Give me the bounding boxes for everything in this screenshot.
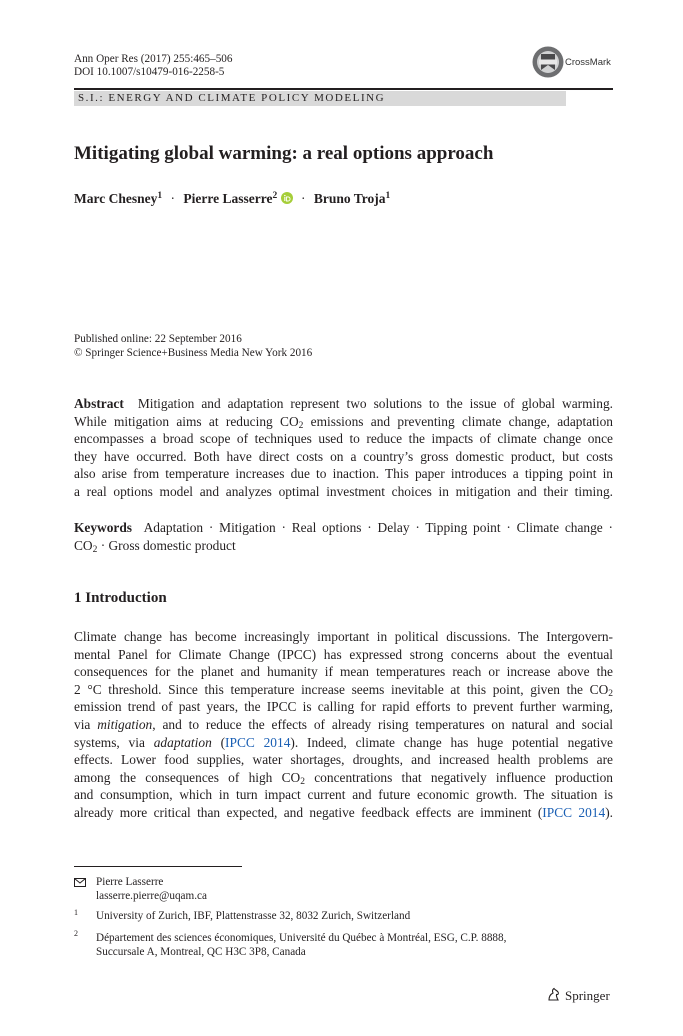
affiliation-2-line-2: Succursale A, Montreal, QC H3C 3P8, Canada [96, 946, 306, 958]
section-banner [74, 91, 566, 106]
body-text: 2 °C threshold. Since this temperature increase seems inevitable at this point, given the CO [74, 681, 609, 697]
citation-link[interactable]: IPCC 2014 [542, 804, 606, 820]
section-banner-text: S.I.: ENERGY AND CLIMATE POLICY MODELING [78, 92, 386, 104]
body-text: among the consequences of high CO [74, 769, 301, 785]
abstract-text: they have occurred. Both have direct costs on a country’s gross domestic product, but costs [74, 448, 613, 464]
introduction-body [74, 628, 613, 822]
subscript: 2 [300, 776, 305, 787]
publisher-logo [546, 987, 610, 1005]
affiliation-1: University of Zurich, IBF, Plattenstrasse 32, 8032 Zurich, Switzerland [96, 910, 411, 922]
author-separator: · [300, 191, 306, 206]
keywords-text: · Gross domestic product [97, 537, 236, 553]
doi-line: DOI 10.1007/s10479-016-2258-5 [74, 66, 225, 78]
abstract [74, 395, 613, 501]
abstract-text: emissions and preventing climate change, adaptation [303, 413, 613, 429]
contact-email[interactable]: lasserre.pierre@uqam.ca [96, 890, 207, 902]
body-text: , and to reduce the effects of already rising temperatures on natural and social [152, 716, 613, 732]
abstract-text: also arise from temperature increases due to inaction. This paper introduces a tipping point in [74, 466, 613, 482]
footnote-number: 2 [74, 929, 78, 938]
author-name[interactable]: Marc Chesney [74, 191, 158, 206]
header-rule [74, 88, 613, 90]
keywords-label: Keywords [74, 520, 133, 535]
subscript: 2 [608, 688, 613, 699]
orcid-icon[interactable] [281, 192, 293, 204]
keywords-text: CO [74, 537, 93, 553]
body-text: via [74, 716, 98, 732]
keywords [74, 519, 613, 554]
footnote-rule [74, 866, 242, 867]
abstract-text: a real options model and analyzes optimal investment choices in mitigation and their timing. [74, 483, 613, 499]
body-text: systems, via [74, 734, 154, 750]
body-text: ). Indeed, climate change has huge potential negative [290, 734, 614, 750]
abstract-label: Abstract [74, 396, 124, 411]
body-text: ). [605, 804, 613, 820]
affiliation-marker: 2 [272, 191, 278, 201]
emphasis: mitigation [97, 716, 153, 732]
author-name[interactable]: Bruno Troja [313, 191, 386, 206]
paper-title: Mitigating global warming: a real options approach [74, 143, 494, 164]
body-text: concentrations that negatively influence production [304, 769, 613, 785]
citation-link[interactable]: IPCC 2014 [225, 734, 291, 750]
journal-citation: Ann Oper Res (2017) 255:465–506 [74, 53, 233, 65]
body-text: already more critical than expected, and negative feedback effects are imminent ( [74, 804, 543, 820]
keywords-text: Adaptation · Mitigation · Real options · Delay · Tipping point · Climate change · [143, 520, 613, 535]
subscript: 2 [298, 420, 304, 431]
affiliation-2-line-1: Département des sciences économiques, Université du Québec à Montréal, ESG, C.P. 8888, [96, 932, 507, 944]
crossmark-badge[interactable] [531, 45, 631, 79]
contact-name: Pierre Lasserre [96, 876, 164, 888]
author-name[interactable]: Pierre Lasserre [183, 191, 273, 206]
body-line: effects. Lower food supplies, water shortages, droughts, and increased health problems are [74, 752, 613, 768]
body-line: Climate change has become increasingly important in political discussions. The Intergovern- [74, 629, 613, 644]
body-line: and consumption, which in turn impact current and future economic growth. The situation is [74, 787, 613, 803]
section-heading: 1 Introduction [74, 590, 167, 606]
copyright-line: © Springer Science+Business Media New York 2016 [74, 347, 313, 359]
abstract-text: Mitigation and adaptation represent two solutions to the issue of global warming. [137, 396, 613, 411]
body-text: ( [211, 734, 226, 750]
springer-horse-icon [546, 987, 561, 1002]
emphasis: adaptation [153, 734, 212, 750]
footnote-number: 1 [74, 908, 78, 917]
envelope-icon [74, 878, 86, 887]
publisher-name: Springer [565, 988, 610, 1003]
crossmark-label: CrossMark [565, 57, 611, 68]
published-date: Published online: 22 September 2016 [74, 333, 242, 345]
author-list [74, 191, 390, 207]
body-line: emission trend of past years, the IPCC is calling for rapid efforts to prevent further warming, [74, 699, 613, 715]
affiliation-marker: 1 [385, 191, 391, 201]
author-separator: · [170, 191, 175, 206]
body-line: consequences for the planet and humanity if mean temperatures reach or increase above the [74, 664, 613, 680]
affiliation-marker: 1 [157, 191, 163, 201]
subscript: 2 [92, 544, 98, 555]
body-line: mental Panel for Climate Change (IPCC) has expressed strong concerns about the eventual [74, 646, 613, 662]
abstract-text: encompasses a broad scope of techniques used to reduce the impacts of climate change once [74, 431, 613, 447]
abstract-text: While mitigation aims at reducing CO [74, 413, 299, 429]
crossmark-icon [531, 45, 565, 79]
